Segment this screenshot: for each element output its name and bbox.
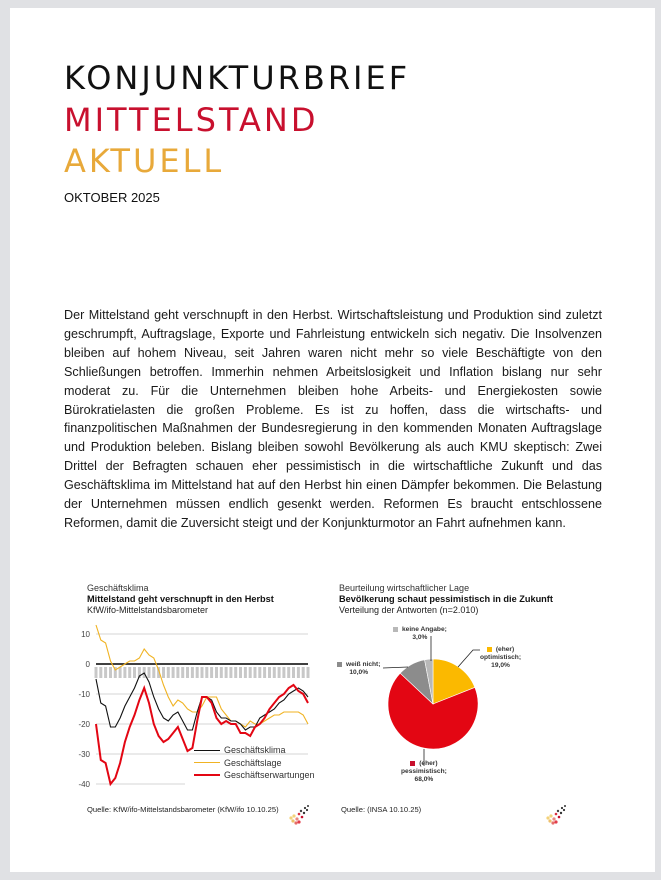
pie-label-optimistisch — [480, 646, 521, 670]
label-text: (eher) — [495, 646, 515, 653]
label-value: 19,0% — [491, 662, 510, 669]
line-chart-header — [87, 583, 274, 616]
legend-swatch — [194, 774, 220, 776]
kfw-logo-icon — [544, 804, 568, 826]
label-text: weiß nicht; — [346, 661, 381, 668]
intro-paragraph: Der Mittelstand geht verschnupft in den Herbst. Wirtschaftsleistung und Produktion sind zuletzt geschrumpft, Auftragslage, Exporte und Fahrleistung entwickeln sich negativ. Die Insolvenzen bleiben auf hohem Niveau, seit Jahren waren nicht mehr so viele Beschäftigte von den Schließungen betroffen. Immerhin nehmen Arbeitslosigkeit und Inflation bislang nur sehr moderat zu. Für die Unternehmen bleiben hohe Arbeits- und Energiekosten sowie Bürokratielasten die großen Probleme. Es ist zu hoffen, dass die wirtschafts- und finanzpolitischen Maßnahmen der Bundesregierung in den kommenden Monaten Auftragslage und Produktion beleben. Bislang bleiben sowohl Bevölkerung als auch KMU skeptisch: Zwei Drittel der Befragten schauen eher pessimistisch in die wirtschaftliche Zukunft und das Geschäftsklima im Mittelstand hat auf den Herbst hin einen Dämpfer bekommen. Die Belastung der Unternehmen müssen endlich gesenkt werden. Reformen Es braucht entschlossene Reformen, damit die Zuversicht steigt und der Konjunkturmotor an Fahrt aufnehmen kann. — [64, 308, 602, 530]
line-chart-legend — [194, 744, 315, 782]
label-text: keine Angabe; — [402, 626, 447, 633]
label-text: optimistisch; — [480, 654, 522, 661]
swatch-weiss-nicht — [337, 662, 342, 667]
legend-label: Geschäftserwartungen — [224, 770, 315, 781]
line-chart-title: Mittelstand geht verschnupft in den Herbst — [87, 594, 274, 604]
pie-slices — [388, 659, 478, 749]
label-value: 10,0% — [349, 669, 369, 676]
legend-item-lage — [194, 757, 315, 770]
legend-item-klima — [194, 744, 315, 757]
ytick: 0 — [85, 660, 90, 669]
pie-chart-source: Quelle: (INSA 10.10.25) — [341, 805, 422, 814]
pie-label-keine-angabe — [393, 626, 447, 642]
line-chart-subtitle: KfW/ifo-Mittelstandsbarometer — [87, 605, 209, 615]
pie-label-weiss-nicht — [337, 661, 380, 677]
pie-chart-subtitle: Verteilung der Antworten (n=2.010) — [339, 605, 479, 615]
kfw-logo-icon — [287, 804, 311, 826]
x-axis-date-labels — [95, 667, 310, 678]
swatch-keine-angabe — [393, 627, 398, 632]
title-konjunkturbrief: KONJUNKTURBRIEF — [64, 59, 411, 97]
line-chart-kicker: Geschäftsklima — [87, 583, 149, 593]
legend-item-erwartungen — [194, 769, 315, 782]
pie-chart — [335, 620, 585, 800]
legend-label: Geschäftslage — [224, 757, 282, 768]
ytick: 10 — [81, 630, 90, 639]
y-axis-labels — [78, 630, 90, 789]
swatch-optimistisch — [487, 647, 492, 652]
label-value: 3,0% — [412, 634, 428, 641]
label-value: 68,0% — [414, 776, 434, 783]
pie-label-pessimistisch — [401, 760, 447, 784]
line-chart-source: Quelle: KfW/ifo-Mittelstandsbarometer (KfW/ifo 10.10.25) — [87, 805, 279, 814]
legend-swatch — [194, 750, 220, 751]
title-aktuell: AKTUELL — [64, 142, 225, 180]
ytick: -30 — [78, 750, 90, 759]
label-text: pessimistisch; — [401, 768, 447, 775]
pie-chart-kicker: Beurteilung wirtschaftlicher Lage — [339, 583, 470, 593]
pie-chart-title: Bevölkerung schaut pessimistisch in die Zukunft — [339, 594, 553, 604]
pie-chart-header — [339, 583, 553, 616]
title-mittelstand: MITTELSTAND — [64, 101, 319, 139]
ytick: -20 — [78, 720, 90, 729]
ytick: -10 — [78, 690, 90, 699]
swatch-pessimistisch — [410, 761, 415, 766]
legend-swatch — [194, 762, 220, 763]
legend-label: Geschäftsklima — [224, 745, 286, 756]
label-text: (eher) — [419, 760, 438, 767]
issue-date: OKTOBER 2025 — [64, 190, 160, 205]
ytick: -40 — [78, 780, 90, 789]
